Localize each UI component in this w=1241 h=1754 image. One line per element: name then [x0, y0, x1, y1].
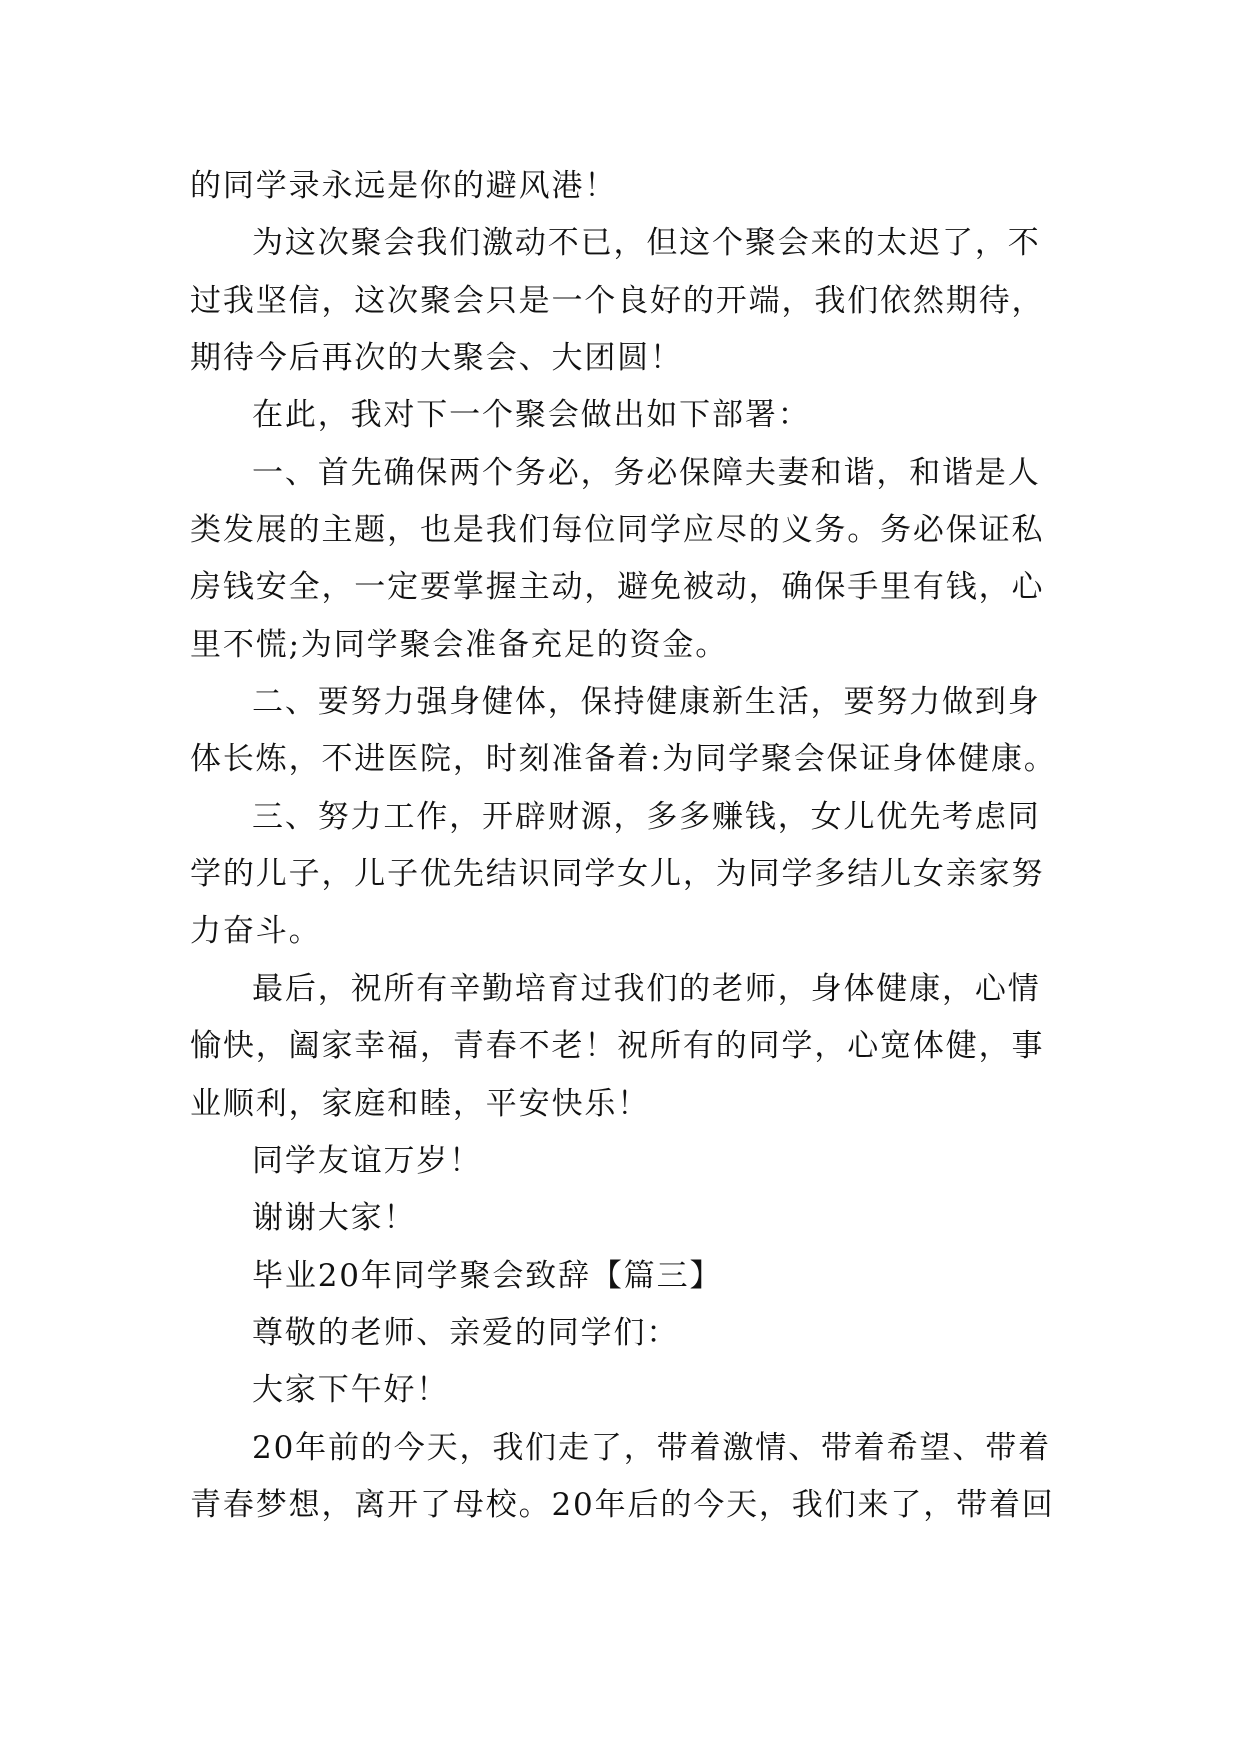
section-heading: 毕业20年同学聚会致辞【篇三】	[252, 1257, 723, 1294]
paragraph: 谢谢大家！	[252, 1200, 417, 1237]
paragraph: 一、首先确保两个务必，务必保障夫妻和谐，和谐是人类发展的主题，也是我们每位同学应尽的义务。务必保证私房钱安全，一定要掌握主动，避免被动，确保手里有钱，心里不慌;为同学聚会准备充足的资金。	[190, 454, 1045, 663]
paragraph: 20年前的今天，我们走了，带着激情、带着希望、带着青春梦想，离开了母校。20年后的今天，我们来了，带着回	[190, 1429, 1055, 1523]
salutation: 尊敬的老师、亲爱的同学们：	[252, 1314, 680, 1351]
paragraph: 三、努力工作，开辟财源，多多赚钱，女儿优先考虑同学的儿子，儿子优先结识同学女儿，为同学多结儿女亲家努力奋斗。	[190, 798, 1045, 950]
document-body	[190, 158, 1070, 1534]
paragraph: 最后，祝所有辛勤培育过我们的老师，身体健康，心情愉快，阖家幸福，青春不老！祝所有的同学，心宽体健，事业顺利，家庭和睦，平安快乐！	[190, 970, 1045, 1122]
paragraph-continued: 的同学录永远是你的避风港！	[190, 168, 618, 204]
paragraph: 为这次聚会我们激动不已，但这个聚会来的太迟了，不过我坚信，这次聚会只是一个良好的开端，我们依然期待，期待今后再次的大聚会、大团圆！	[190, 225, 1045, 377]
paragraph: 二、要努力强身健体，保持健康新生活，要努力做到身体长炼，不进医院，时刻准备着:为同学聚会保证身体健康。	[190, 684, 1057, 778]
paragraph: 同学友谊万岁！	[252, 1142, 483, 1179]
paragraph: 在此，我对下一个聚会做出如下部署：	[252, 397, 811, 434]
greeting: 大家下午好！	[252, 1372, 450, 1409]
